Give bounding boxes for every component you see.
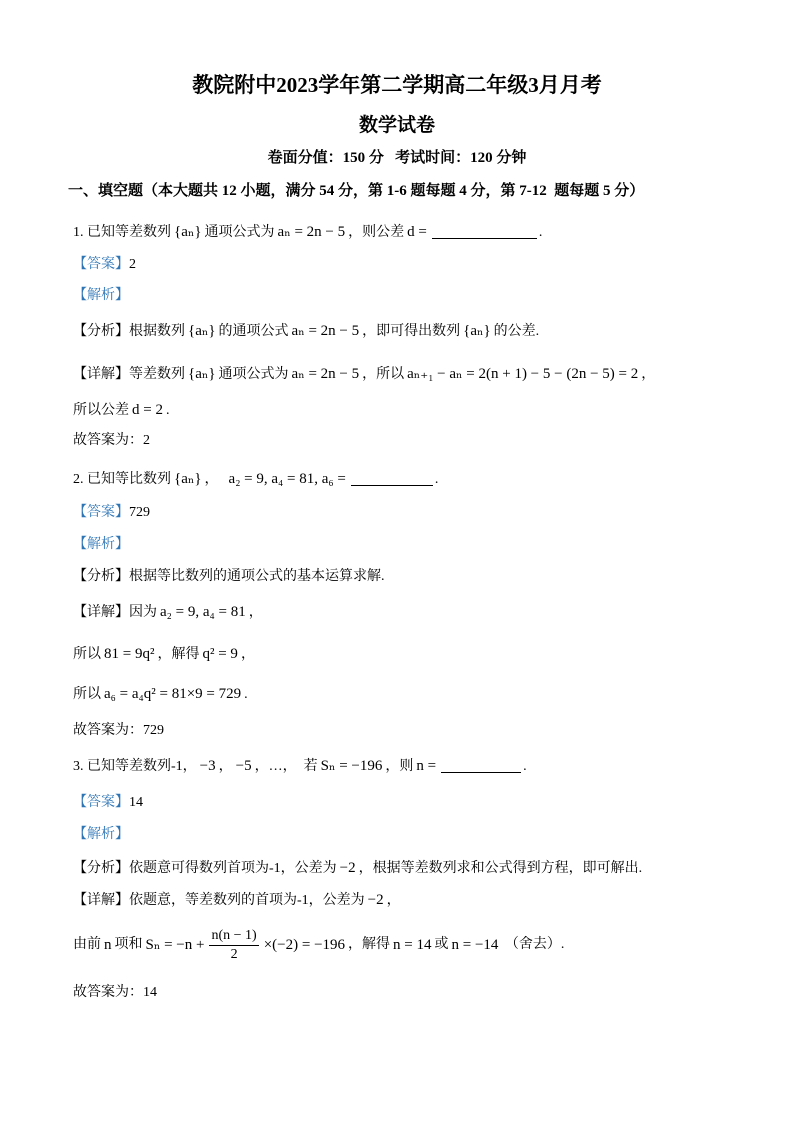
formula: −5 bbox=[235, 758, 252, 774]
analysis-text: 根据等比数列的通项公式的基本运算求解. bbox=[129, 569, 385, 584]
question-2-stem bbox=[73, 469, 438, 489]
question-3-detail bbox=[73, 890, 401, 910]
formula: Sₙ = −n + bbox=[145, 937, 205, 953]
formula: a₆ = a₄q² = 81×9 = 729 bbox=[104, 686, 242, 702]
final-answer-value: 14 bbox=[143, 985, 157, 1000]
detail-text: 通项公式为 bbox=[218, 367, 289, 382]
detail-text: 项和 bbox=[114, 937, 143, 952]
sequence-notation: {aₙ} bbox=[188, 323, 216, 339]
formula: −2 bbox=[367, 892, 384, 908]
formula: 81 = 9q² bbox=[104, 646, 155, 662]
question-text: . bbox=[434, 472, 439, 487]
formula: d = bbox=[407, 224, 427, 240]
question-1-detail-line-2 bbox=[73, 400, 169, 420]
detail-text: 等差数列 bbox=[129, 367, 185, 382]
question-2-final bbox=[73, 721, 164, 741]
formula: n = bbox=[416, 758, 437, 774]
formula: aₙ = 2n − 5 bbox=[291, 366, 360, 382]
formula: aₙ₊₁ − aₙ = 2(n + 1) − 5 − (2n − 5) = 2 bbox=[407, 366, 639, 382]
fraction-numerator: n(n − 1) bbox=[209, 927, 258, 946]
answer-label: 【答案】 bbox=[73, 505, 129, 520]
final-answer-label: 故答案为： bbox=[73, 985, 143, 1000]
question-text: . bbox=[538, 225, 543, 240]
analysis-label: 【分析】 bbox=[73, 861, 129, 876]
sequence-notation: {aₙ} bbox=[174, 471, 202, 487]
question-text: 1. 已知等差数列 bbox=[73, 225, 171, 240]
exam-subtitle: 数学试卷 bbox=[358, 115, 435, 136]
question-1-stem bbox=[73, 222, 542, 242]
fraction bbox=[209, 927, 258, 964]
detail-label: 【详解】 bbox=[73, 893, 129, 908]
detail-text: 由前 bbox=[73, 937, 101, 952]
formula: aₙ = 2n − 5 bbox=[291, 323, 360, 339]
analysis-text: 的公差. bbox=[493, 324, 540, 339]
section-heading: 一、填空题（本大题共 12 小题，满分 54 分，第 1-6 题每题 4 分，第 7-12 题每题 5 分） bbox=[68, 183, 645, 199]
question-2-detail-line-3 bbox=[73, 684, 248, 704]
final-answer-value: 729 bbox=[143, 723, 164, 738]
detail-text: ， bbox=[248, 605, 263, 620]
question-text: 通项公式为 bbox=[204, 225, 275, 240]
sequence-notation: {aₙ} bbox=[174, 224, 202, 240]
detail-text: . bbox=[165, 403, 170, 418]
detail-label: 【详解】 bbox=[73, 605, 129, 620]
detail-text: ，解得 bbox=[157, 647, 200, 662]
detail-text: 所以公差 bbox=[73, 403, 129, 418]
question-2-solution bbox=[73, 535, 129, 555]
formula: ×(−2) = −196 bbox=[263, 937, 346, 953]
sequence-notation: {aₙ} bbox=[188, 366, 216, 382]
question-text: ，则公差 bbox=[348, 225, 405, 240]
final-answer-value: 2 bbox=[143, 433, 150, 448]
detail-text: 因为 bbox=[129, 605, 157, 620]
formula: n = 14 bbox=[393, 937, 432, 953]
detail-text: ， bbox=[641, 367, 656, 382]
analysis-text: 依题意可得数列首项为-1，公差为 bbox=[129, 861, 337, 876]
detail-text: 依题意，等差数列的首项为-1，公差为 bbox=[129, 893, 365, 908]
question-text: . bbox=[523, 759, 527, 774]
question-3-answer bbox=[73, 793, 143, 813]
answer-blank bbox=[432, 223, 537, 239]
formula: d = 2 bbox=[132, 402, 163, 418]
question-3-detail-line-2 bbox=[73, 923, 564, 967]
question-1-final bbox=[73, 431, 150, 451]
question-text: 3. 已知等差数列-1， bbox=[73, 759, 197, 774]
question-text: ，…， 若 bbox=[254, 759, 318, 774]
question-1-solution bbox=[73, 286, 129, 306]
detail-text: . bbox=[244, 687, 248, 702]
detail-text: ， bbox=[240, 647, 255, 662]
question-2-detail-line-2 bbox=[73, 644, 255, 664]
analysis-label: 【分析】 bbox=[73, 569, 129, 584]
detail-text: 或 bbox=[434, 937, 449, 952]
question-1-analysis bbox=[73, 321, 539, 341]
question-3-stem bbox=[73, 756, 527, 776]
detail-text: ， bbox=[386, 893, 401, 908]
formula: a₂ = 9, a₄ = 81, a₆ = bbox=[228, 471, 346, 487]
answer-value: 14 bbox=[129, 795, 143, 810]
solution-label: 【解析】 bbox=[73, 537, 129, 552]
formula: q² = 9 bbox=[202, 646, 238, 662]
detail-text: （舍去）. bbox=[501, 937, 565, 952]
question-1-answer bbox=[73, 255, 136, 275]
answer-label: 【答案】 bbox=[73, 257, 129, 272]
analysis-text: ，根据等差数列求和公式得到方程，即可解出. bbox=[358, 861, 643, 876]
exam-meta: 卷面分值：150 分 考试时间：120 分钟 bbox=[267, 150, 527, 166]
formula: −3 bbox=[199, 758, 216, 774]
formula: n bbox=[104, 937, 112, 953]
answer-blank bbox=[351, 470, 433, 486]
question-2-detail bbox=[73, 602, 263, 622]
detail-label: 【详解】 bbox=[73, 367, 129, 382]
answer-value: 2 bbox=[129, 257, 136, 272]
question-text: ，则 bbox=[385, 759, 414, 774]
detail-text: ，所以 bbox=[362, 367, 405, 382]
question-2-answer bbox=[73, 503, 150, 523]
question-text: ， bbox=[204, 472, 219, 487]
formula: aₙ = 2n − 5 bbox=[277, 224, 346, 240]
answer-label: 【答案】 bbox=[73, 795, 129, 810]
question-2-analysis bbox=[73, 567, 385, 587]
final-answer-label: 故答案为： bbox=[73, 433, 143, 448]
formula: Sₙ = −196 bbox=[320, 758, 383, 774]
formula: a₂ = 9, a₄ = 81 bbox=[160, 604, 246, 620]
detail-text: 所以 bbox=[73, 647, 101, 662]
analysis-label: 【分析】 bbox=[73, 324, 129, 339]
question-3-solution bbox=[73, 825, 129, 845]
answer-value: 729 bbox=[129, 505, 150, 520]
formula: −2 bbox=[339, 860, 356, 876]
detail-text: ，解得 bbox=[348, 937, 391, 952]
sequence-notation: {aₙ} bbox=[463, 323, 491, 339]
question-1-detail bbox=[73, 364, 655, 384]
analysis-text: 根据数列 bbox=[129, 324, 185, 339]
detail-text: 所以 bbox=[73, 687, 101, 702]
final-answer-label: 故答案为： bbox=[73, 723, 143, 738]
question-3-final bbox=[73, 983, 157, 1003]
fraction-denominator: 2 bbox=[230, 946, 238, 962]
question-text: 2. 已知等比数列 bbox=[73, 472, 171, 487]
question-text: ， bbox=[218, 759, 233, 774]
analysis-text: 的通项公式 bbox=[218, 324, 289, 339]
solution-label: 【解析】 bbox=[73, 288, 129, 303]
analysis-text: ，即可得出数列 bbox=[362, 324, 461, 339]
formula: n = −14 bbox=[451, 937, 499, 953]
exam-title: 教院附中2023学年第二学期高二年级3月月考 bbox=[192, 73, 602, 97]
solution-label: 【解析】 bbox=[73, 827, 129, 842]
question-3-analysis bbox=[73, 858, 642, 878]
answer-blank bbox=[441, 757, 521, 773]
